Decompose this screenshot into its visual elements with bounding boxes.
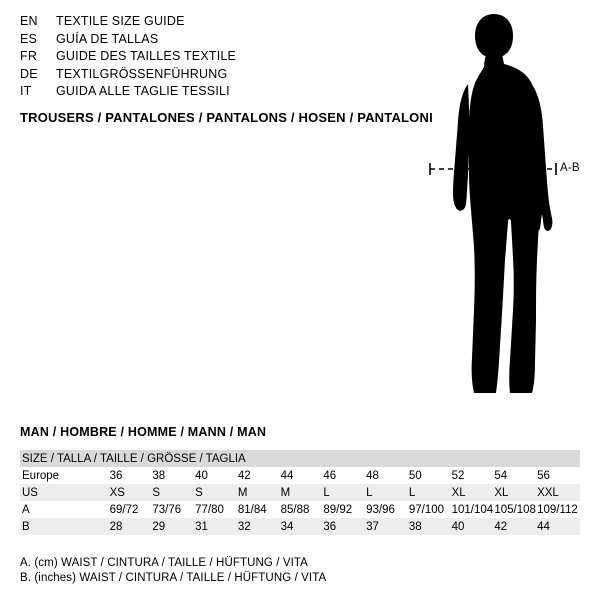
cell-b-4: 34: [281, 518, 324, 535]
cell-us-0: XS: [110, 484, 153, 501]
language-header-block: [20, 14, 400, 102]
row-label-a: A: [22, 503, 30, 516]
language-row: [20, 84, 400, 102]
cell-a-4: 85/88: [280, 503, 310, 516]
cell-europe-9: 54: [494, 469, 508, 482]
language-row: [20, 49, 400, 67]
cell-a-3: 81/84: [237, 503, 267, 516]
measurement-label-ab: A-B: [560, 162, 580, 174]
language-code-de: DE: [20, 66, 38, 81]
section-title-man: MAN / HOMBRE / HOMME / MANN / MAN: [20, 425, 267, 439]
cell-b-9: 42: [494, 518, 537, 535]
cell-europe-10: 56: [537, 469, 550, 482]
cell-us-4: M: [281, 484, 324, 501]
language-text-fr: GUIDE DES TAILLES TEXTILE: [56, 49, 237, 63]
cell-a-9: 105/108: [494, 503, 536, 516]
cell-b-0: 28: [110, 518, 153, 535]
language-code-en: EN: [20, 14, 38, 28]
cell-a-5: 89/92: [323, 503, 353, 516]
language-code-es: ES: [20, 31, 38, 46]
cell-a-2: 77/80: [195, 503, 224, 516]
cell-b-3: 32: [238, 518, 281, 535]
table-row: [20, 518, 580, 535]
table-header-row: [20, 450, 580, 467]
cell-us-7: L: [409, 484, 452, 501]
language-text-it: GUIDA ALLE TAGLIE TESSILI: [56, 84, 230, 98]
size-table: [20, 450, 580, 535]
footnotes: [20, 556, 326, 586]
cell-europe-0: 36: [109, 469, 123, 482]
language-text-es: GUÍA DE TALLAS: [56, 31, 159, 46]
table-row: [20, 484, 580, 501]
cell-europe-8: 52: [451, 469, 465, 482]
language-text-de: TEXTILGRÖSSENFÜHRUNG: [56, 66, 228, 81]
language-code-fr: FR: [20, 49, 38, 63]
male-figure-illustration: [400, 10, 600, 410]
garment-type-title: TROUSERS / PANTALONES / PANTALONS / HOSEN / PANTALONI: [20, 110, 433, 125]
table-row: [20, 467, 580, 484]
cell-us-6: L: [366, 484, 409, 501]
table-row: [20, 501, 580, 518]
cell-us-1: S: [152, 484, 195, 501]
cell-a-1: 73/76: [152, 503, 182, 516]
cell-a-8: 101/104: [451, 503, 494, 516]
table-header-label: SIZE / TALLA / TAILLE / GRÖSSE / TAGLIA: [20, 450, 580, 467]
cell-a-6: 93/96: [366, 503, 395, 516]
cell-b-5: 36: [323, 518, 366, 535]
cell-europe-6: 48: [366, 469, 379, 482]
cell-b-2: 31: [195, 518, 238, 535]
cell-b-6: 37: [366, 518, 409, 535]
language-text-en: TEXTILE SIZE GUIDE: [56, 14, 185, 28]
cell-europe-4: 44: [280, 469, 294, 482]
cell-b-1: 29: [152, 518, 195, 535]
row-label-europe: Europe: [22, 469, 60, 482]
cell-europe-5: 46: [323, 469, 337, 482]
cell-us-3: M: [238, 484, 281, 501]
language-row: [20, 67, 400, 85]
cell-b-8: 40: [452, 518, 495, 535]
language-row: [20, 14, 400, 32]
row-label-us: US: [20, 484, 110, 501]
footnote-a: A. (cm) WAIST / CINTURA / TAILLE / HÜFTUNG / VITA: [20, 557, 308, 569]
language-row: [20, 32, 400, 50]
cell-b-7: 38: [409, 518, 452, 535]
language-code-it: IT: [20, 84, 32, 98]
cell-us-5: L: [323, 484, 366, 501]
cell-a-0: 69/72: [109, 503, 139, 516]
cell-a-7: 97/100: [408, 503, 445, 516]
cell-europe-1: 38: [152, 469, 166, 482]
cell-b-10: 44: [537, 518, 580, 535]
footnote-b: B. (inches) WAIST / CINTURA / TAILLE / HÜFTUNG / VITA: [20, 572, 327, 584]
cell-a-10: 109/112: [537, 503, 578, 516]
cell-us-9: XL: [494, 484, 537, 501]
silhouette-svg: [400, 10, 600, 410]
cell-us-10: XXL: [537, 484, 580, 501]
cell-europe-7: 50: [408, 469, 422, 482]
cell-europe-3: 42: [237, 469, 251, 482]
cell-us-8: XL: [452, 484, 495, 501]
cell-us-2: S: [195, 484, 238, 501]
row-label-b: B: [20, 518, 110, 535]
cell-europe-2: 40: [195, 469, 208, 482]
